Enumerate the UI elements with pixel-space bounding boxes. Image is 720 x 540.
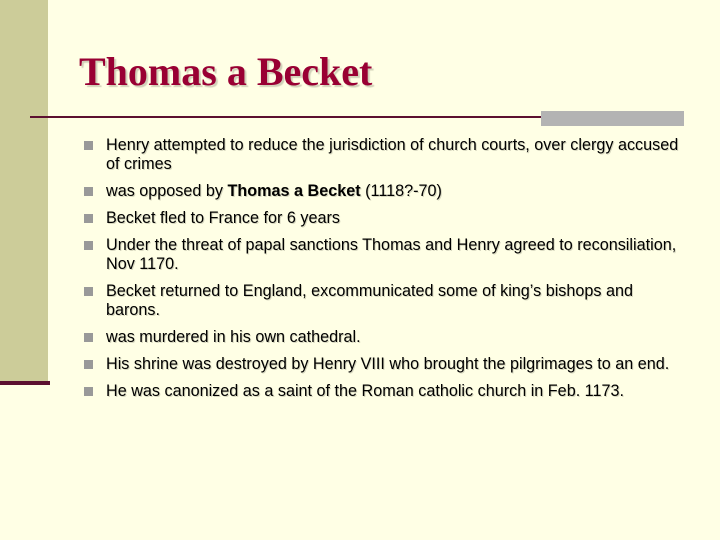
slide-title: Thomas a Becket: [79, 49, 373, 94]
bullet-item: [84, 182, 684, 201]
bullet-item: [84, 209, 684, 228]
decorative-side-bar: [0, 0, 48, 383]
square-bullet-icon: [84, 241, 93, 250]
square-bullet-icon: [84, 141, 93, 150]
square-bullet-icon: [84, 360, 93, 369]
square-bullet-icon: [84, 333, 93, 342]
bullet-text: Becket returned to England, excommunicated some of king’s bishops and barons.: [106, 282, 634, 319]
square-bullet-icon: [84, 214, 93, 223]
accent-bar: [541, 111, 684, 126]
bullet-item: [84, 282, 684, 320]
bullet-text: He was canonized as a saint of the Roman catholic church in Feb. 1173.: [106, 382, 624, 400]
square-bullet-icon: [84, 287, 93, 296]
bullet-text: His shrine was destroyed by Henry VIII who brought the pilgrimages to an end.: [106, 355, 670, 373]
bullet-text: Under the threat of papal sanctions Thomas and Henry agreed to reconsiliation, Nov 1170.: [106, 236, 677, 273]
bullet-text: was murdered in his own cathedral.: [106, 328, 361, 346]
square-bullet-icon: [84, 387, 93, 396]
side-bar-underline: [0, 381, 50, 385]
bullet-item: [84, 236, 684, 274]
bullet-list: [84, 136, 684, 409]
bullet-text: Henry attempted to reduce the jurisdiction of church courts, over clergy accused of crimes: [106, 136, 679, 173]
bullet-text-suffix: (1118?-70): [360, 182, 442, 200]
bullet-text: Becket fled to France for 6 years: [106, 209, 340, 227]
bullet-item: [84, 328, 684, 347]
bullet-text-prefix: was opposed by: [106, 182, 228, 200]
bullet-item: [84, 355, 684, 374]
bullet-text-bold: Thomas a Becket: [227, 182, 361, 200]
square-bullet-icon: [84, 187, 93, 196]
bullet-item: [84, 136, 684, 174]
bullet-item: [84, 382, 684, 401]
